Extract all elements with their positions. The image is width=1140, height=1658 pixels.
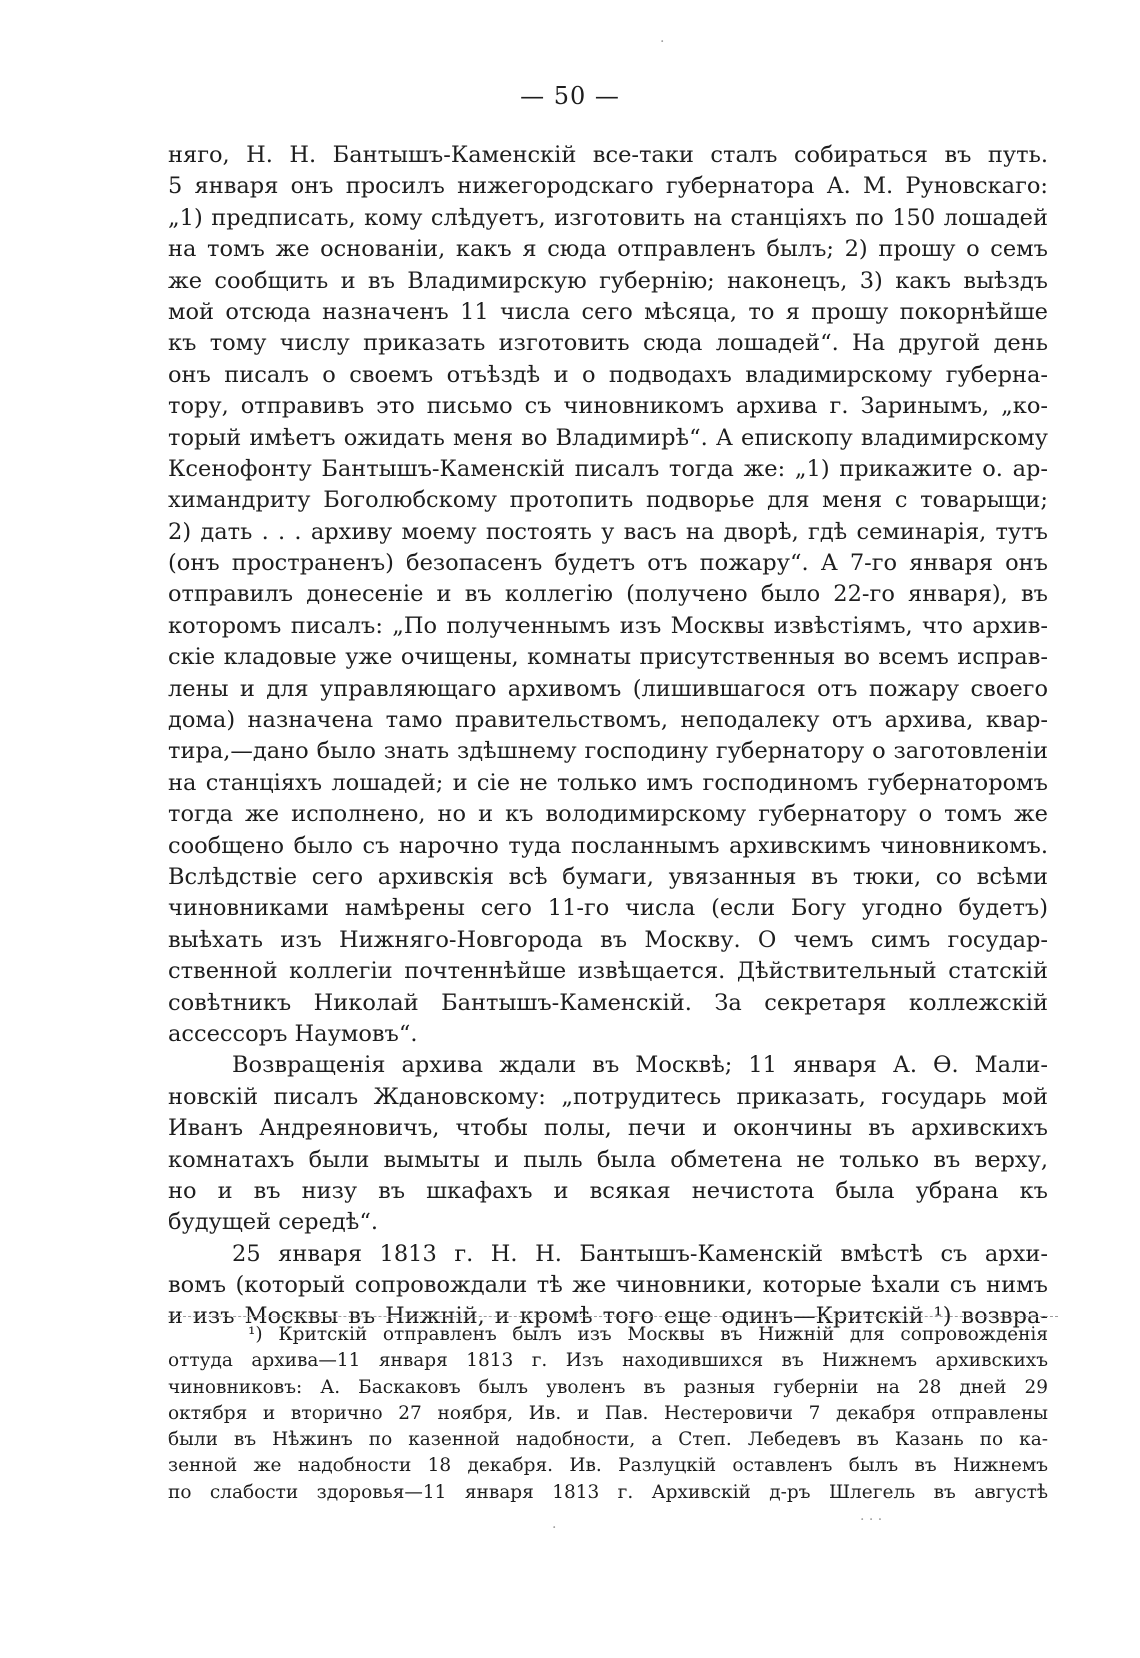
text-line: отправилъ донесеніе и въ коллегію (получено было 22-го января), въ [168, 581, 1048, 608]
print-speck: · [552, 1520, 557, 1536]
footnote-line: ¹) Критскій отправленъ былъ изъ Москвы въ Нижній для сопровожденія [248, 1324, 1048, 1345]
footnote-rule [168, 1316, 1058, 1317]
text-line: Иванъ Андреяновичъ, чтобы полы, печи и окончины въ архивскихъ [168, 1115, 1048, 1142]
print-speck: · · · [860, 1512, 883, 1528]
text-line: химандриту Боголюбскому протопить подворье для меня с товарыщи; [168, 487, 1048, 514]
text-line: „1) предписать, кому слѣдуетъ, изготовить на станціяхъ по 150 лошадей [168, 204, 1048, 231]
text-line: но и въ низу въ шкафахъ и всякая нечистота была убрана къ [168, 1177, 1048, 1204]
text-line: (онъ пространенъ) безопасенъ будетъ отъ пожару“. А 7-го января онъ [168, 550, 1048, 577]
text-line: которомъ писалъ: „По полученнымъ изъ Москвы извѣстіямъ, что архив- [168, 612, 1048, 639]
text-line: мой отсюда назначенъ 11 числа сего мѣсяца, то я прошу покорнѣйше [168, 298, 1048, 325]
text-line: лены и для управляющаго архивомъ (лишившагося отъ пожару своего [168, 675, 1048, 702]
text-line: ассессоръ Наумовъ“. [168, 1020, 418, 1047]
text-line: на станціяхъ лошадей; и сіе не только имъ господиномъ губернаторомъ [168, 769, 1048, 796]
text-line: тира,—дано было знать здѣшнему господину губернатору о заготовленіи [168, 738, 1048, 765]
text-line: дома) назначена тамо правительствомъ, неподалеку отъ архива, квар- [168, 707, 1048, 734]
text-line: на томъ же основаніи, какъ я сюда отправленъ былъ; 2) прошу о семъ [168, 236, 1048, 263]
text-line: тогда же исполнено, но и къ володимирскому губернатору о томъ же [168, 801, 1048, 828]
text-line: онъ писалъ о своемъ отъѣздѣ и о подводахъ владимирскому губерна- [168, 361, 1048, 388]
text-line: скіе кладовые уже очищены, комнаты присутственныя во всемъ исправ- [168, 644, 1048, 671]
text-line: вомъ (который сопровождали тѣ же чиновники, которые ѣхали съ нимъ [168, 1272, 1048, 1299]
text-line: новскій писалъ Ждановскому: „потрудитесь приказать, государь мой [168, 1083, 1048, 1110]
text-line: совѣтникъ Николай Бантышъ-Каменскій. За секретаря коллежскій [168, 989, 1048, 1016]
text-line: будущей середѣ“. [168, 1209, 378, 1236]
footnote-line: были въ Нѣжинъ по казенной надобности, а Степ. Лебедевъ въ Казань по ка- [168, 1429, 1048, 1451]
page-number: — 50 — [520, 82, 620, 110]
text-line: и изъ Москвы въ Нижній, и кромѣ того еще одинъ—Критскій ¹) возвра- [168, 1303, 1048, 1330]
text-line: 25 января 1813 г. Н. Н. Бантышъ-Каменскій вмѣстѣ съ архи- [232, 1240, 1048, 1267]
text-line: тору, отправивъ это письмо съ чиновникомъ архива г. Заринымъ, „ко- [168, 393, 1048, 420]
text-line: ственной коллегіи почтеннѣйше извѣщается. Дѣйствительный статскій [168, 958, 1048, 985]
text-line: сообщено было съ нарочно туда посланнымъ архивскимъ чиновникомъ. [168, 832, 1048, 859]
text-line: Ксенофонту Бантышъ-Каменскій писалъ тогда же: „1) прикажите о. ар- [168, 455, 1048, 482]
text-line: комнатахъ были вымыты и пыль была обметена не только въ верху, [168, 1146, 1048, 1173]
text-line: няго, Н. Н. Бантышъ-Каменскій все-таки сталъ собираться въ путь. [168, 142, 1048, 168]
text-line: Возвращенія архива ждали въ Москвѣ; 11 января А. Ѳ. Мали- [232, 1052, 1048, 1079]
footnote-line: зенной же надобности 18 декабря. Ив. Разлуцкій оставленъ былъ въ Нижнемъ [168, 1455, 1048, 1477]
text-line: чиновниками намѣрены сего 11-го числа (если Богу угодно будетъ) [168, 895, 1048, 922]
text-line: 2) дать . . . архиву моему постоять у васъ на дворѣ, гдѣ семинарія, тутъ [168, 518, 1048, 545]
text-line: Вслѣдствіе сего архивскія всѣ бумаги, увязанныя въ тюки, со всѣми [168, 863, 1048, 890]
footnote-line: по слабости здоровья—11 января 1813 г. Архивскій д-ръ Шлегель въ августѣ [168, 1481, 1048, 1503]
footnote [168, 1322, 1048, 1506]
text-line: 5 января онъ просилъ нижегородскаго губернатора А. М. Руновскаго: [168, 173, 1048, 200]
main-text [168, 140, 1048, 1333]
footnote-line: чиновниковъ: А. Баскаковъ былъ уволенъ въ разныя губерніи на 28 дней 29 [168, 1376, 1048, 1398]
text-line: же сообщить и въ Владимирскую губернію; наконецъ, 3) какъ выѣздъ [168, 267, 1048, 294]
text-line: торый имѣетъ ожидать меня во Владимирѣ“. А епископу владимирскому [168, 424, 1048, 451]
print-speck: · [660, 34, 665, 50]
footnote-line: октября и вторично 27 ноября, Ив. и Пав. Нестеровичи 7 декабря отправлены [168, 1402, 1048, 1424]
footnote-line: оттуда архива—11 января 1813 г. Изъ находившихся въ Нижнемъ архивскихъ [168, 1350, 1048, 1372]
text-line: къ тому числу приказать изготовить сюда лошадей“. На другой день [168, 330, 1048, 357]
text-line: выѣхать изъ Нижняго-Новгорода въ Москву. О чемъ симъ государ- [168, 926, 1048, 953]
